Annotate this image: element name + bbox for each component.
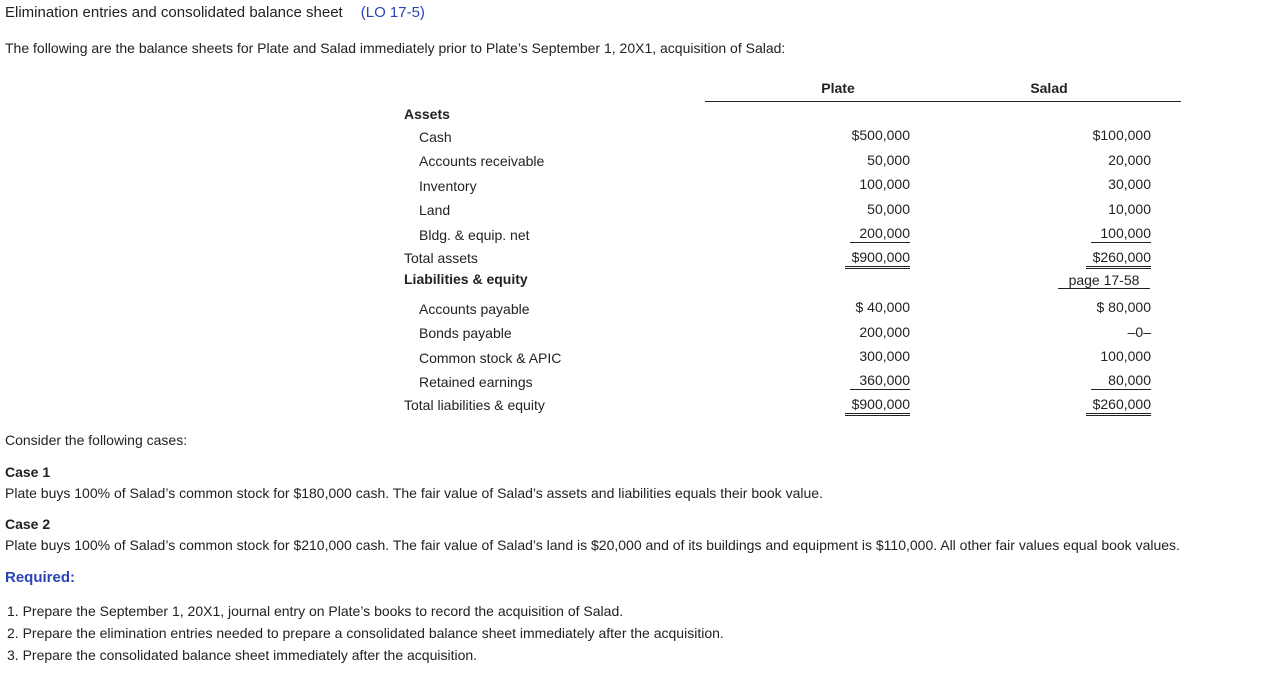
row-label-total-liabilities-equity: Total liabilities & equity	[404, 397, 545, 413]
title-text: Elimination entries and consolidated balance sheet	[5, 4, 343, 21]
assets-heading: Assets	[404, 106, 450, 122]
liabilities-heading: Liabilities & equity	[404, 271, 528, 287]
row-label-common-stock: Common stock & APIC	[419, 350, 562, 366]
plate-accounts-receivable: 50,000	[867, 152, 910, 168]
column-header-plate: Plate	[821, 80, 855, 96]
required-heading: Required:	[5, 569, 76, 586]
row-label-cash: Cash	[419, 129, 452, 145]
salad-accounts-receivable: 20,000	[1108, 152, 1151, 168]
plate-accounts-payable: $ 40,000	[855, 299, 910, 315]
intro-text: The following are the balance sheets for Plate and Salad immediately prior to Plate’s September 1, 20X1, acquisition of Salad:	[5, 40, 786, 56]
plate-total-liabilities-equity: $900,000	[845, 396, 910, 416]
plate-cash: $500,000	[851, 127, 910, 143]
plate-bldg-equip: 200,000	[850, 225, 910, 243]
page-reference: page 17-58	[1058, 273, 1150, 289]
plate-total-assets: $900,000	[845, 249, 910, 269]
row-label-bonds-payable: Bonds payable	[419, 325, 512, 341]
salad-total-assets: $260,000	[1086, 249, 1151, 269]
case2-heading: Case 2	[5, 516, 51, 532]
plate-common-stock: 300,000	[859, 348, 910, 364]
salad-cash: $100,000	[1092, 127, 1151, 143]
case1-text: Plate buys 100% of Salad’s common stock for $180,000 cash. The fair value of Salad’s assets and liabilities equals their book value.	[5, 485, 823, 501]
salad-bldg-equip: 100,000	[1091, 225, 1151, 243]
learning-objective: (LO 17-5)	[360, 4, 425, 21]
required-item-3: 3. Prepare the consolidated balance sheet immediately after the acquisition.	[7, 647, 478, 663]
row-label-accounts-receivable: Accounts receivable	[419, 153, 545, 169]
row-label-land: Land	[419, 202, 451, 218]
page-title	[5, 5, 425, 21]
plate-inventory: 100,000	[859, 176, 910, 192]
plate-bonds-payable: 200,000	[859, 324, 910, 340]
required-item-1: 1. Prepare the September 1, 20X1, journal entry on Plate’s books to record the acquisition of Salad.	[7, 603, 624, 619]
salad-total-liabilities-equity: $260,000	[1086, 396, 1151, 416]
row-label-accounts-payable: Accounts payable	[419, 301, 530, 317]
row-label-total-assets: Total assets	[404, 250, 478, 266]
plate-land: 50,000	[867, 201, 910, 217]
plate-retained-earnings: 360,000	[850, 372, 910, 390]
salad-common-stock: 100,000	[1100, 348, 1151, 364]
row-label-inventory: Inventory	[419, 178, 477, 194]
case2-text: Plate buys 100% of Salad’s common stock for $210,000 cash. The fair value of Salad’s land is $20,000 and of its buildings and equipment is $110,000. All other fair values equal book values.	[5, 537, 1180, 553]
salad-inventory: 30,000	[1108, 176, 1151, 192]
salad-accounts-payable: $ 80,000	[1096, 299, 1151, 315]
row-label-retained-earnings: Retained earnings	[419, 374, 533, 390]
salad-retained-earnings: 80,000	[1091, 372, 1151, 390]
salad-bonds-payable: –0–	[1127, 324, 1151, 340]
salad-land: 10,000	[1108, 201, 1151, 217]
row-label-bldg-equip: Bldg. & equip. net	[419, 227, 530, 243]
column-header-salad: Salad	[1030, 80, 1068, 96]
case1-heading: Case 1	[5, 464, 51, 480]
required-item-2: 2. Prepare the elimination entries needed to prepare a consolidated balance sheet immediately after the acquisition.	[7, 625, 724, 641]
consider-text: Consider the following cases:	[5, 432, 188, 448]
header-rule	[705, 101, 1181, 102]
